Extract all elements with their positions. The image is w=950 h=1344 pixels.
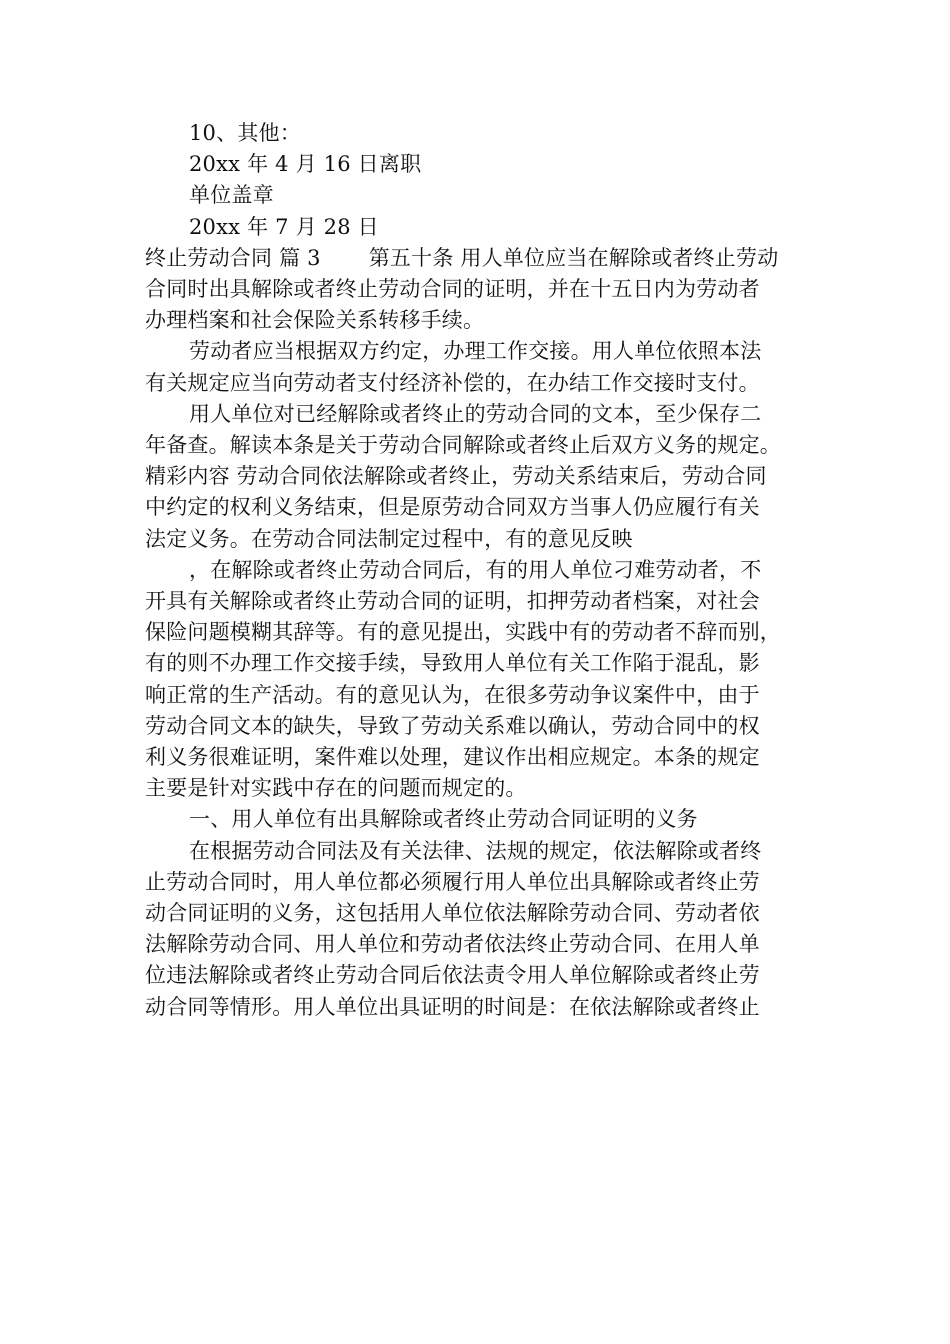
text-line: 有关规定应当向劳动者支付经济补偿的，在办结工作交接时支付。 <box>145 370 760 395</box>
text-line: 主要是针对实践中存在的问题而规定的。 <box>145 776 527 801</box>
section-heading: 终止劳动合同 篇 3 <box>145 245 321 270</box>
text-line: 10、其他： <box>189 121 301 145</box>
text-line: 法定义务。在劳动合同法制定过程中，有的意见反映 <box>145 526 633 551</box>
text-line: 动合同等情形。用人单位出具证明的时间是：在依法解除或者终止 <box>145 994 760 1019</box>
text-line: 开具有关解除或者终止劳动合同的证明，扣押劳动者档案，对社会 <box>145 589 760 614</box>
date-line: 20xx 年 4 月 16 日离职 <box>189 152 422 177</box>
text-line: 位违法解除或者终止劳动合同后依法责令用人单位解除或者终止劳 <box>145 963 760 988</box>
text-line: 劳动合同文本的缺失，导致了劳动关系难以确认，劳动合同中的权 <box>145 713 760 738</box>
date-line: 20xx 年 7 月 28 日 <box>189 214 379 239</box>
text-line <box>145 243 815 274</box>
seal-line: 单位盖章 <box>189 183 274 208</box>
text-line: 用人单位对已经解除或者终止的劳动合同的文本，至少保存二 <box>189 401 762 426</box>
text-line: 法解除劳动合同、用人单位和劳动者依法终止劳动合同、在用人单 <box>145 932 760 957</box>
text-line: 办理档案和社会保险关系转移手续。 <box>145 308 485 333</box>
text-line: 年备查。解读本条是关于劳动合同解除或者终止后双方义务的规定。 <box>145 433 781 458</box>
subheading: 一、用人单位有出具解除或者终止劳动合同证明的义务 <box>189 807 698 832</box>
text-line: 有的则不办理工作交接手续，导致用人单位有关工作陷于混乱，影 <box>145 651 760 676</box>
document-page <box>145 118 815 1023</box>
text-line: ，在解除或者终止劳动合同后，有的用人单位刁难劳动者，不 <box>189 557 762 582</box>
text-line: 止劳动合同时，用人单位都必须履行用人单位出具解除或者终止劳 <box>145 869 760 894</box>
text-line: 保险问题模糊其辞等。有的意见提出，实践中有的劳动者不辞而别， <box>145 620 781 645</box>
text-line: 精彩内容 劳动合同依法解除或者终止，劳动关系结束后，劳动合同 <box>145 464 767 489</box>
text-line: 中约定的权利义务结束，但是原劳动合同双方当事人仍应履行有关 <box>145 495 760 520</box>
text-line: 劳动者应当根据双方约定，办理工作交接。用人单位依照本法 <box>189 339 762 364</box>
text-line: 合同时出具解除或者终止劳动合同的证明，并在十五日内为劳动者 <box>145 277 760 302</box>
text-line: 动合同证明的义务，这包括用人单位依法解除劳动合同、劳动者依 <box>145 901 760 926</box>
text-line: 响正常的生产活动。有的意见认为，在很多劳动争议案件中，由于 <box>145 682 760 707</box>
article-title: 第五十条 用人单位应当在解除或者终止劳动 <box>368 245 779 270</box>
text-line: 利义务很难证明，案件难以处理，建议作出相应规定。本条的规定 <box>145 745 760 770</box>
text-line: 在根据劳动合同法及有关法律、法规的规定，依法解除或者终 <box>189 838 762 863</box>
